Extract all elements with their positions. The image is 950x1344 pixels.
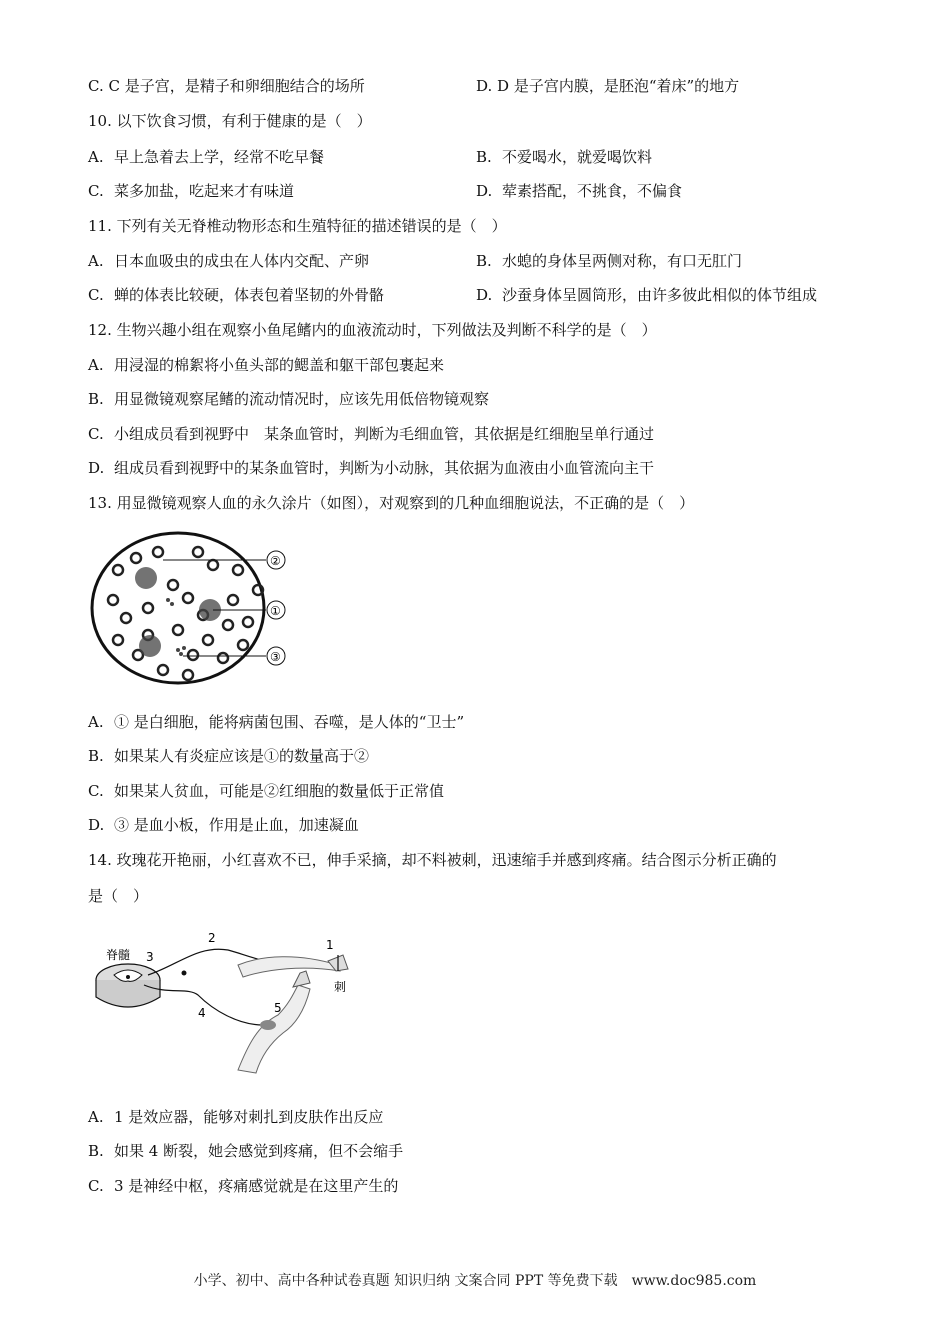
option-letter: B.: [476, 148, 492, 166]
option-letter: C.: [88, 182, 104, 200]
q12-option-d: [88, 458, 654, 478]
q9-option-c: C. C 是子宫，是精子和卵细胞结合的场所: [88, 77, 365, 95]
option-text: 不爱喝水，就爱喝饮料: [502, 148, 653, 166]
figure-label-4: 4: [198, 1006, 206, 1020]
figure-label-spinal-cord: 脊髓: [106, 948, 131, 962]
option-letter: A.: [88, 148, 104, 166]
q9-option-d: D. D 是子宫内膜，是胚泡“着床”的地方: [476, 77, 740, 95]
q10-option-c: [88, 181, 294, 201]
option-letter: B.: [476, 252, 492, 270]
q12-option-c: [88, 424, 654, 444]
figure-label-1: 1: [326, 938, 334, 952]
option-letter: C.: [88, 286, 104, 304]
option-letter: A.: [88, 713, 104, 731]
q13-option-c: [88, 781, 444, 801]
option-text: 3 是神经中枢，疼痛感觉就是在这里产生的: [114, 1177, 399, 1195]
q13-option-b: [88, 746, 369, 766]
q14-option-c: [88, 1176, 398, 1196]
option-text: 组成员看到视野中的某条血管时，判断为小动脉，其依据为血液由小血管流向主干: [114, 459, 655, 477]
q10-option-d: [476, 181, 682, 201]
option-letter: D.: [476, 286, 493, 304]
q11-option-a: [88, 251, 369, 271]
figure-label-5: 5: [274, 1001, 282, 1015]
blood-smear-figure: [88, 530, 298, 690]
option-text: ① 是白细胞，能将病菌包围、吞噬，是人体的“卫士”: [114, 713, 465, 731]
page-footer: 小学、初中、高中各种试卷真题 知识归纳 文案合同 PPT 等免费下载 www.doc985.com: [193, 1273, 757, 1289]
q10-stem: 10. 以下饮食习惯，有利于健康的是（ ）: [88, 112, 372, 130]
option-letter: B.: [88, 747, 104, 765]
option-letter: B.: [88, 1142, 104, 1160]
option-letter: C.: [88, 782, 104, 800]
q13-option-a: [88, 712, 464, 732]
q11-stem: 11. 下列有关无脊椎动物形态和生殖特征的描述错误的是（ ）: [88, 217, 507, 235]
option-text: ③ 是血小板，作用是止血，加速凝血: [114, 816, 359, 834]
option-letter: A.: [88, 1108, 104, 1126]
reflex-arc-figure: [88, 925, 368, 1075]
option-text: 菜多加盐，吃起来才有味道: [114, 182, 295, 200]
option-text: 如果某人有炎症应该是①的数量高于②: [114, 747, 370, 765]
option-text: 荤素搭配，不挑食，不偏食: [502, 182, 683, 200]
option-text: 1 是效应器，能够对刺扎到皮肤作出反应: [114, 1108, 384, 1126]
q12-option-a: [88, 355, 444, 375]
q11-option-b: [476, 251, 742, 271]
option-text: 如果某人贫血，可能是②红细胞的数量低于正常值: [114, 782, 445, 800]
option-letter: A.: [88, 356, 104, 374]
option-text: 用浸湿的棉絮将小鱼头部的鳃盖和躯干部包裹起来: [114, 356, 445, 374]
figure-label-thorn: 刺: [334, 980, 347, 994]
q13-stem: 13. 用显微镜观察人血的永久涂片（如图），对观察到的几种血细胞说法，不正确的是（ ）: [88, 494, 695, 512]
q14-stem-line-1: 14. 玫瑰花开艳丽，小红喜欢不已，伸手采摘，却不料被刺，迅速缩手并感到疼痛。结合图示分析正确的: [88, 851, 777, 869]
q11-option-c: [88, 285, 384, 305]
figure-label-3: 3: [146, 950, 154, 964]
option-letter: C.: [88, 425, 104, 443]
option-letter: B.: [88, 390, 104, 408]
option-text: 水螅的身体呈两侧对称，有口无肛门: [502, 252, 743, 270]
option-letter: D.: [88, 816, 105, 834]
q10-option-a: [88, 147, 324, 167]
q10-option-b: [476, 147, 652, 167]
option-letter: D.: [88, 459, 105, 477]
q13-option-d: [88, 815, 359, 835]
option-text: 沙蚕身体呈圆筒形，由许多彼此相似的体节组成: [502, 286, 818, 304]
figure-label-3: ③: [270, 650, 281, 664]
option-text: 蝉的体表比较硬，体表包着坚韧的外骨骼: [114, 286, 385, 304]
option-letter: C.: [88, 1177, 104, 1195]
option-text: 用显微镜观察尾鳍的流动情况时，应该先用低倍物镜观察: [114, 390, 490, 408]
figure-label-2: 2: [208, 931, 216, 945]
option-text: 小组成员看到视野中 某条血管时，判断为毛细血管，其依据是红细胞呈单行通过: [114, 425, 655, 443]
q12-option-b: [88, 389, 489, 409]
q14-option-a: [88, 1107, 383, 1127]
option-text: 日本血吸虫的成虫在人体内交配、产卵: [114, 252, 370, 270]
figure-label-1: ①: [270, 604, 281, 618]
figure-label-2: ②: [270, 554, 281, 568]
q12-stem: 12. 生物兴趣小组在观察小鱼尾鳍内的血液流动时，下列做法及判断不科学的是（ ）: [88, 321, 657, 339]
q14-option-b: [88, 1141, 403, 1161]
option-letter: A.: [88, 252, 104, 270]
option-text: 早上急着去上学，经常不吃早餐: [114, 148, 325, 166]
q11-option-d: [476, 285, 817, 305]
option-letter: D.: [476, 182, 493, 200]
q14-stem-line-2: 是（ ）: [88, 887, 149, 905]
option-text: 如果 4 断裂，她会感觉到疼痛，但不会缩手: [114, 1142, 404, 1160]
